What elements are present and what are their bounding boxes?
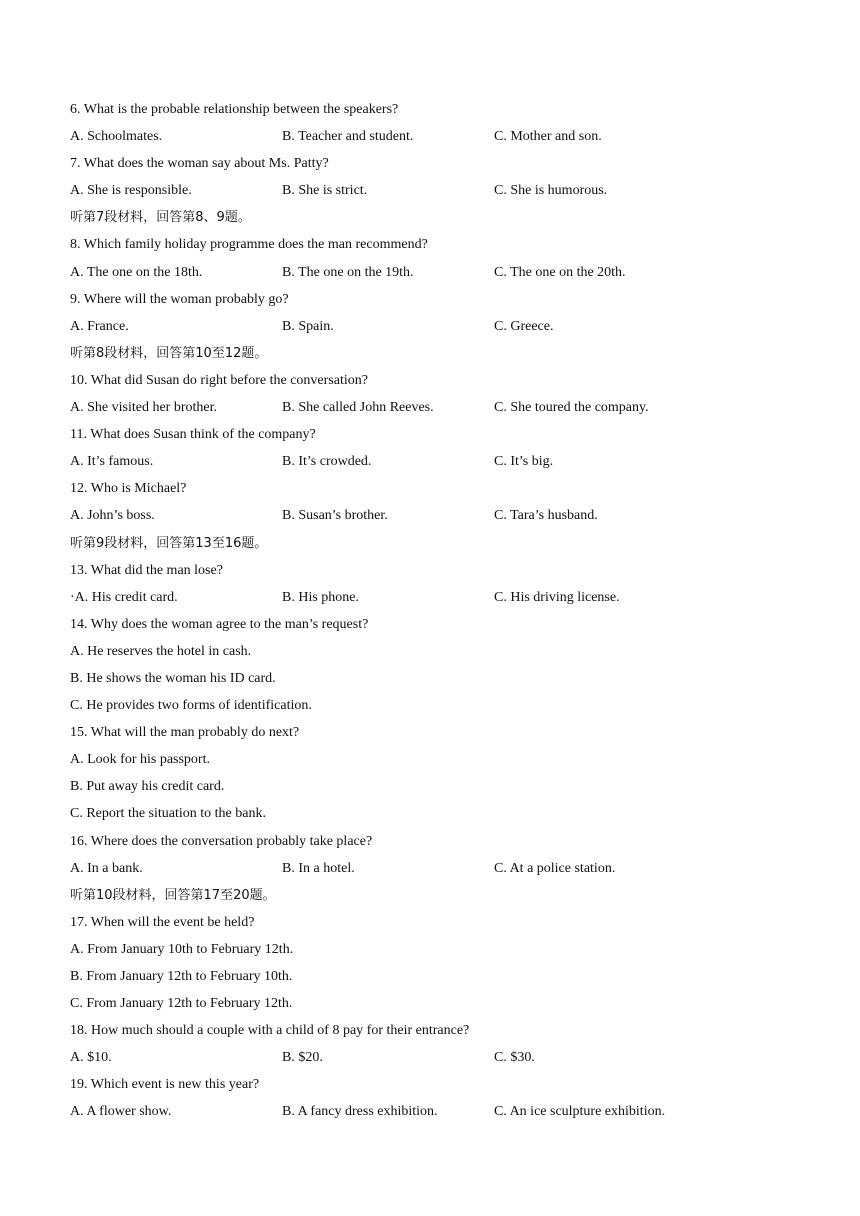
option-c: C. Greece. [494,318,554,334]
options-row [70,394,810,421]
option-line: B. From January 12th to February 10th. [70,969,293,984]
option-c: C. Tara’s husband. [494,508,598,524]
question-text: 9. Where will the woman probably go? [70,291,289,307]
option-b: B. In a hotel. [282,860,355,876]
option-line: A. He reserves the hotel in cash. [70,643,252,659]
options-row [70,1098,810,1125]
option-c: C. The one on the 20th. [494,264,626,280]
question-text: 17. When will the event be held? [70,914,255,930]
options-row [70,259,810,286]
option-c: C. $30. [494,1050,535,1066]
options-row [70,177,810,204]
option-a: A. She is responsible. [70,183,192,199]
options-row [70,502,810,529]
option-a: ·A. His credit card. [70,589,178,605]
option-line: B. Put away his credit card. [70,779,225,795]
option-c: C. At a police station. [494,860,616,876]
option-a: A. She visited her brother. [70,400,217,416]
option-a: A. John’s boss. [70,508,155,524]
question-text: 10. What did Susan do right before the conversation? [70,372,368,388]
section-instruction: 听第8段材料，回答第10至12题。 [70,345,268,361]
question-text: 11. What does Susan think of the company? [70,427,316,443]
question-text: 18. How much should a couple with a child of 8 pay for their entrance? [70,1023,470,1039]
option-b: B. It’s crowded. [282,454,372,470]
option-c: C. Mother and son. [494,129,602,145]
option-a: A. Schoolmates. [70,129,163,145]
option-line: C. He provides two forms of identification. [70,698,312,714]
option-a: A. A flower show. [70,1104,172,1120]
option-b: B. The one on the 19th. [282,264,414,280]
option-b: B. A fancy dress exhibition. [282,1104,438,1120]
options-row [70,448,810,475]
option-a: A. In a bank. [70,860,143,876]
section-instruction: 听第10段材料，回答第17至20题。 [70,887,276,903]
options-row [70,123,810,150]
option-a: A. The one on the 18th. [70,264,203,280]
question-text: 16. Where does the conversation probably take place? [70,833,373,849]
option-c: C. An ice sculpture exhibition. [494,1104,666,1120]
options-row [70,1044,810,1071]
option-line: A. From January 10th to February 12th. [70,941,294,957]
option-c: C. His driving license. [494,589,620,605]
option-b: B. His phone. [282,589,359,605]
question-text: 13. What did the man lose? [70,562,223,578]
question-text: 15. What will the man probably do next? [70,725,300,741]
option-b: B. $20. [282,1050,323,1066]
option-line: C. Report the situation to the bank. [70,806,266,822]
exam-page [70,96,810,1126]
section-instruction: 听第7段材料，回答第8、9题。 [70,210,251,226]
options-row [70,584,810,611]
options-row [70,855,810,882]
option-c: C. She is humorous. [494,183,608,199]
option-b: B. She is strict. [282,183,368,199]
option-b: B. Teacher and student. [282,129,414,145]
option-line: C. From January 12th to February 12th. [70,996,293,1012]
option-b: B. Susan’s brother. [282,508,388,524]
option-a: A. $10. [70,1050,112,1066]
question-text: 8. Which family holiday programme does the man recommend? [70,237,428,253]
question-text: 14. Why does the woman agree to the man’s request? [70,616,369,632]
option-a: A. France. [70,318,129,334]
option-b: B. Spain. [282,318,334,334]
section-instruction: 听第9段材料，回答第13至16题。 [70,535,268,551]
option-line: B. He shows the woman his ID card. [70,670,276,686]
option-b: B. She called John Reeves. [282,400,434,416]
option-line: A. Look for his passport. [70,752,210,768]
option-a: A. It’s famous. [70,454,154,470]
option-c: C. It’s big. [494,454,554,470]
question-text: 7. What does the woman say about Ms. Patty? [70,156,329,172]
options-row [70,313,810,340]
question-text: 12. Who is Michael? [70,481,187,497]
question-text: 6. What is the probable relationship between the speakers? [70,102,399,117]
option-c: C. She toured the company. [494,400,649,416]
question-text: 19. Which event is new this year? [70,1077,260,1093]
